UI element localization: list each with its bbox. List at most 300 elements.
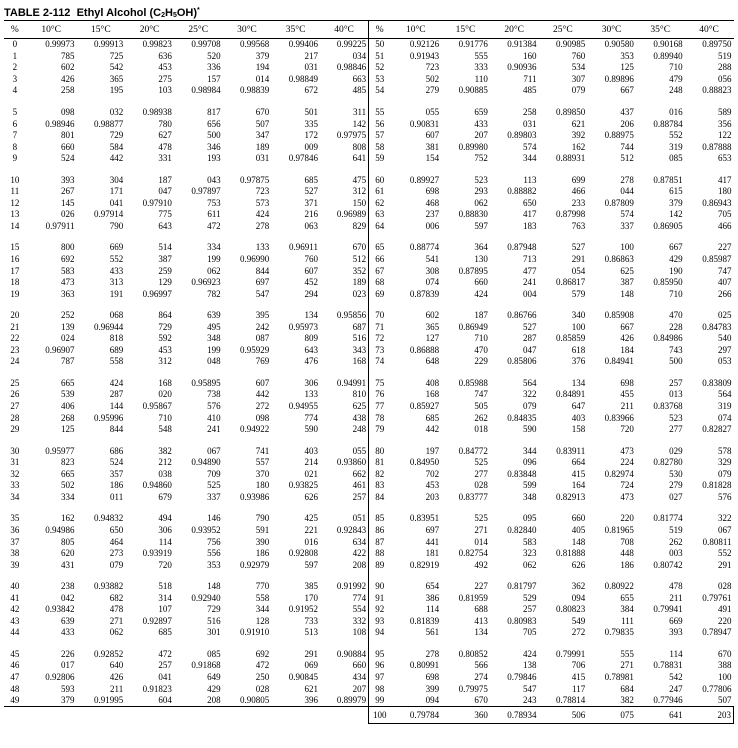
density-cell: 138 (523, 660, 537, 671)
table-row (4, 198, 734, 210)
spacer-cell (390, 232, 441, 242)
spacer-cell (125, 503, 174, 513)
spacer-cell (320, 639, 369, 649)
percent-cell: 76 (369, 389, 391, 401)
density-cell: 306 (158, 524, 172, 535)
spacer-cell (223, 503, 272, 513)
spacer-cell (125, 97, 174, 107)
density-cell: 512 (352, 254, 367, 265)
group-spacer (4, 503, 734, 513)
density-cell: 0.78831 (653, 660, 683, 671)
density-cell: 593 (61, 683, 75, 694)
density-cell: 774 (304, 412, 318, 423)
density-cell: 0.81888 (555, 548, 586, 559)
density-cell: 625 (620, 265, 634, 276)
density-cell: 0.91992 (336, 581, 367, 592)
density-cell: 184 (620, 344, 634, 355)
spacer-cell (271, 97, 320, 107)
table-row (4, 85, 734, 97)
density-cell: 583 (523, 536, 537, 547)
spacer-cell (587, 300, 636, 310)
table-row (4, 333, 734, 345)
spacer-cell (390, 368, 441, 378)
density-cell: 257 (669, 377, 683, 388)
percent-cell: 21 (10, 321, 20, 332)
density-cell: 278 (255, 220, 270, 231)
density-cell: 660 (474, 277, 488, 288)
density-cell: 348 (523, 491, 537, 502)
density-cell: 0.93842 (45, 604, 75, 615)
spacer-cell (369, 639, 391, 649)
density-cell: 128 (255, 615, 270, 626)
density-cell: 0.87998 (555, 209, 586, 220)
density-cell: 396 (271, 695, 320, 707)
density-cell: 643 (304, 344, 318, 355)
percent-cell: 24 (10, 356, 20, 367)
density-cell: 0.78934 (490, 707, 539, 724)
density-cell: 0.91823 (142, 683, 172, 694)
percent-cell: 32 (10, 468, 20, 479)
density-cell: 329 (718, 457, 732, 468)
spacer-cell (539, 368, 588, 378)
density-cell: 417 (718, 174, 732, 185)
table-row (4, 141, 734, 153)
table-row (4, 321, 734, 333)
density-cell: 0.86817 (555, 277, 586, 288)
density-cell: 407 (718, 277, 732, 288)
density-cell: 453 (425, 480, 440, 491)
density-cell: 148 (620, 288, 634, 299)
table-row (4, 74, 734, 86)
density-cell: 0.81828 (702, 480, 732, 491)
density-cell: 288 (718, 62, 732, 73)
density-cell: 095 (523, 513, 537, 524)
density-cell: 0.93882 (93, 581, 124, 592)
density-cell: 133 (304, 389, 318, 400)
density-cell: 422 (352, 548, 367, 559)
density-cell: 220 (718, 615, 732, 626)
density-cell: 291 (718, 559, 732, 570)
density-cell: 541 (425, 254, 440, 265)
density-cell: 054 (571, 265, 586, 276)
density-cell: 0.84783 (702, 321, 732, 332)
spacer-cell (685, 435, 734, 445)
density-cell: 438 (352, 412, 367, 423)
density-cell: 529 (523, 592, 537, 603)
density-cell: 125 (61, 424, 75, 435)
density-cell: 381 (425, 141, 440, 152)
spacer-cell (685, 503, 734, 513)
density-cell: 079 (109, 559, 124, 570)
spacer-cell (369, 300, 391, 310)
table-row (4, 39, 734, 51)
density-cell: 0.95895 (191, 377, 221, 388)
density-cell: 074 (425, 277, 440, 288)
density-cell: 0.97911 (45, 220, 75, 231)
density-cell: 564 (523, 377, 537, 388)
density-cell: 157 (207, 73, 221, 84)
density-cell: 191 (109, 288, 124, 299)
percent-cell: 66 (369, 254, 391, 266)
density-cell: 212 (158, 457, 172, 468)
density-cell: 382 (587, 695, 636, 707)
density-cell: 770 (255, 581, 270, 592)
density-cell: 709 (207, 468, 221, 479)
percent-cell: 67 (369, 265, 391, 277)
density-cell: 0.83951 (409, 513, 440, 524)
density-cell: 485 (352, 85, 367, 96)
spacer-cell (369, 503, 391, 513)
density-cell: 075 (587, 707, 636, 724)
density-cell: 042 (61, 592, 75, 603)
percent-cell: 52 (369, 62, 391, 74)
density-cell: 547 (255, 288, 270, 299)
density-cell: 0.90885 (458, 85, 488, 96)
percent-cell: 54 (369, 85, 391, 97)
density-cell: 344 (523, 153, 537, 164)
density-cell: 186 (620, 559, 634, 570)
spacer-cell (174, 503, 223, 513)
density-cell: 424 (255, 209, 270, 220)
density-cell: 352 (352, 265, 367, 276)
density-cell: 032 (109, 107, 124, 117)
density-cell: 334 (207, 242, 221, 253)
density-cell: 0.98946 (45, 118, 75, 129)
density-cell: 220 (620, 513, 634, 524)
spacer-cell (539, 571, 588, 581)
percent-cell: 98 (369, 683, 391, 695)
density-cell: 0.98984 (191, 85, 221, 96)
spacer-cell (390, 639, 441, 649)
density-cell: 203 (425, 491, 440, 502)
density-cell: 382 (158, 445, 172, 456)
density-cell: 650 (109, 524, 124, 535)
density-cell: 561 (425, 627, 440, 638)
density-cell: 641 (636, 707, 685, 724)
density-cell: 0.94860 (142, 480, 172, 491)
density-cell: 0.92806 (45, 671, 75, 682)
header-temperature: 10°C (26, 21, 77, 39)
table-row (4, 130, 734, 142)
spacer-cell (369, 232, 391, 242)
percent-cell: 20 (10, 310, 20, 321)
header-temperature: 15°C (77, 21, 126, 39)
density-cell: 227 (718, 242, 732, 253)
spacer-cell (271, 232, 320, 242)
density-cell: 584 (109, 141, 124, 152)
density-cell: 0.79991 (555, 648, 586, 659)
spacer-cell (4, 232, 26, 242)
spacer-cell (26, 300, 77, 310)
density-cell: 379 (26, 695, 77, 707)
density-cell: 502 (61, 480, 75, 491)
density-cell: 0.88931 (555, 153, 586, 164)
density-cell: 639 (61, 615, 75, 626)
header-temperature: 20°C (125, 21, 174, 39)
density-cell: 724 (620, 480, 634, 491)
density-cell: 685 (425, 412, 440, 423)
density-cell: 597 (474, 220, 488, 231)
density-cell: 692 (255, 648, 270, 659)
density-cell: 0.91776 (458, 39, 488, 50)
percent-cell: 1 (12, 50, 18, 61)
header-temperature: 30°C (223, 21, 272, 39)
percent-cell: 27 (10, 401, 20, 412)
density-cell: 590 (304, 424, 318, 435)
density-cell: 403 (304, 445, 318, 456)
spacer-cell (125, 368, 174, 378)
density-cell: 520 (207, 50, 221, 61)
table-row (4, 492, 734, 504)
table-row (4, 457, 734, 469)
density-cell: 386 (425, 592, 440, 603)
density-cell: 738 (207, 389, 221, 400)
density-cell: 267 (61, 186, 75, 197)
density-cell: 134 (571, 377, 586, 388)
density-cell: 0.82840 (507, 524, 537, 535)
spacer-cell (26, 232, 77, 242)
density-cell: 0.89896 (604, 73, 634, 84)
density-cell: 706 (571, 660, 586, 671)
density-cell: 297 (718, 344, 732, 355)
group-spacer (4, 368, 734, 378)
density-cell: 0.80922 (604, 581, 634, 592)
spacer-cell (539, 164, 588, 174)
density-cell: 0.92126 (409, 39, 440, 50)
density-cell: 0.88774 (409, 242, 440, 253)
density-cell: 311 (352, 107, 367, 117)
density-cell: 139 (61, 321, 75, 332)
density-cell: 753 (207, 197, 221, 208)
density-cell: 705 (523, 627, 537, 638)
density-cell: 087 (255, 333, 270, 344)
percent-cell: 23 (10, 344, 20, 355)
table-row (4, 604, 734, 616)
density-cell: 117 (572, 683, 586, 694)
percent-cell: 36 (10, 524, 20, 535)
percent-cell: 42 (10, 604, 20, 615)
percent-cell: 65 (369, 242, 391, 254)
table-row (4, 51, 734, 63)
percent-cell: 70 (369, 310, 391, 322)
density-cell: 0.85908 (604, 310, 634, 321)
density-cell: 0.88830 (458, 209, 488, 220)
percent-cell: 55 (369, 107, 391, 119)
density-cell: 552 (718, 548, 732, 559)
density-cell: 154 (425, 153, 440, 164)
density-cell: 0.87809 (604, 197, 634, 208)
density-cell: 353 (207, 559, 221, 570)
spacer-cell (223, 97, 272, 107)
density-cell: 370 (255, 468, 270, 479)
density-cell: 685 (304, 174, 318, 185)
density-cell: 0.91952 (288, 604, 318, 615)
density-cell: 0.82919 (409, 559, 440, 570)
density-cell: 478 (158, 141, 172, 152)
density-cell: 472 (158, 648, 172, 659)
density-cell: 817 (207, 107, 221, 117)
density-cell: 0.91995 (77, 695, 126, 707)
density-cell: 660 (571, 513, 586, 524)
density-cell: 0.77946 (636, 695, 685, 707)
density-cell: 549 (571, 615, 586, 626)
density-cell: 0.82974 (604, 468, 634, 479)
density-cell: 705 (718, 209, 732, 220)
density-cell: 0.94986 (45, 524, 75, 535)
density-cell: 0.95977 (45, 445, 75, 456)
header-percent: % (4, 21, 26, 39)
density-cell: 227 (474, 581, 488, 592)
density-cell: 741 (255, 445, 270, 456)
density-cell: 410 (207, 412, 221, 423)
density-cell: 053 (718, 356, 732, 367)
density-cell: 171 (109, 186, 124, 197)
density-cell: 199 (207, 344, 221, 355)
spacer-cell (320, 300, 369, 310)
density-cell: 775 (158, 209, 172, 220)
density-cell: 0.81965 (604, 524, 634, 535)
spacer-cell (4, 571, 26, 581)
density-cell: 0.85859 (555, 333, 586, 344)
spacer-cell (636, 503, 685, 513)
density-cell: 0.81959 (458, 592, 488, 603)
percent-cell: 4 (12, 85, 18, 96)
density-cell: 556 (207, 548, 221, 559)
spacer-cell (320, 435, 369, 445)
percent-cell: 86 (369, 525, 391, 537)
table-name-part: Ethyl Alcohol (C (76, 7, 162, 19)
density-cell: 0.97914 (93, 209, 124, 220)
density-cell: 641 (352, 153, 367, 164)
density-cell: 604 (125, 695, 174, 707)
density-cell: 720 (620, 424, 634, 435)
formula-subscript: 5 (172, 12, 177, 19)
density-cell: 523 (669, 412, 683, 423)
spacer-cell (441, 503, 490, 513)
density-cell: 0.80991 (409, 660, 440, 671)
percent-cell: 19 (10, 288, 20, 299)
spacer-cell (174, 571, 223, 581)
density-cell: 662 (352, 468, 367, 479)
density-cell: 729 (207, 604, 221, 615)
density-cell: 211 (669, 592, 683, 603)
density-cell: 034 (352, 50, 367, 61)
density-cell: 024 (61, 333, 75, 344)
density-cell: 0.83809 (702, 377, 732, 388)
density-cell: 023 (352, 288, 367, 299)
table-title (4, 4, 734, 18)
density-cell: 189 (255, 141, 270, 152)
density-cell: 426 (620, 333, 634, 344)
spacer-cell (77, 97, 126, 107)
density-cell: 357 (109, 468, 124, 479)
density-cell: 431 (61, 559, 75, 570)
density-cell: 291 (304, 648, 318, 659)
group-spacer (4, 435, 734, 445)
density-cell: 552 (109, 254, 124, 265)
density-cell: 442 (109, 153, 124, 164)
spacer-cell (539, 97, 588, 107)
spacer-cell (77, 435, 126, 445)
density-cell: 752 (474, 153, 488, 164)
spacer-cell (26, 164, 77, 174)
density-cell: 0.90884 (336, 648, 367, 659)
density-cell: 168 (425, 389, 440, 400)
percent-cell: 8 (12, 141, 18, 152)
spacer-cell (271, 435, 320, 445)
density-cell: 689 (109, 344, 124, 355)
density-cell: 0.89750 (702, 39, 732, 50)
density-cell: 672 (304, 85, 318, 96)
density-cell: 272 (255, 401, 270, 412)
percent-cell: 50 (369, 39, 391, 51)
density-cell: 425 (304, 513, 318, 524)
density-cell: 507 (255, 118, 270, 129)
spacer-cell (4, 435, 26, 445)
density-cell: 453 (158, 344, 172, 355)
density-cell: 426 (61, 73, 75, 84)
density-cell: 241 (207, 424, 221, 435)
percent-cell: 61 (369, 186, 391, 198)
density-cell: 098 (255, 412, 270, 423)
density-cell: 079 (523, 401, 537, 412)
density-cell: 864 (158, 310, 172, 321)
spacer-cell (636, 300, 685, 310)
density-cell: 387 (158, 254, 172, 265)
density-cell: 114 (425, 604, 440, 615)
density-cell: 134 (304, 310, 318, 321)
density-cell: 224 (620, 457, 634, 468)
spacer-cell (174, 97, 223, 107)
spacer-cell (4, 300, 26, 310)
density-cell: 621 (571, 118, 586, 129)
density-cell: 085 (207, 648, 221, 659)
density-cell: 0.99225 (336, 39, 367, 50)
density-cell: 393 (669, 627, 683, 638)
table-row (4, 310, 734, 322)
header-temperature: 20°C (490, 21, 539, 39)
density-cell: 334 (61, 491, 75, 502)
header-temperature: 10°C (390, 21, 441, 39)
density-cell: 107 (158, 604, 172, 615)
density-cell: 0.89803 (507, 130, 537, 141)
density-cell: 723 (425, 62, 440, 73)
density-cell: 506 (539, 707, 588, 724)
table-row (4, 265, 734, 277)
density-cell: 273 (109, 548, 124, 559)
density-cell: 353 (620, 50, 634, 61)
density-cell: 356 (718, 118, 732, 129)
density-cell: 519 (718, 50, 732, 61)
spacer-cell (539, 639, 588, 649)
density-cell: 144 (109, 401, 124, 412)
table-row (4, 153, 734, 165)
percent-cell: 28 (10, 412, 20, 423)
density-cell: 252 (61, 310, 75, 321)
density-cell: 558 (109, 356, 124, 367)
density-cell: 670 (352, 242, 367, 253)
density-cell: 500 (669, 356, 683, 367)
density-cell: 100 (620, 242, 634, 253)
density-cell: 578 (718, 445, 732, 456)
density-cell: 257 (352, 491, 367, 502)
density-cell: 148 (207, 581, 221, 592)
density-cell: 809 (304, 333, 318, 344)
density-cell: 579 (571, 288, 586, 299)
density-cell: 785 (61, 50, 75, 61)
density-cell: 208 (174, 695, 223, 707)
density-cell: 433 (109, 265, 124, 276)
